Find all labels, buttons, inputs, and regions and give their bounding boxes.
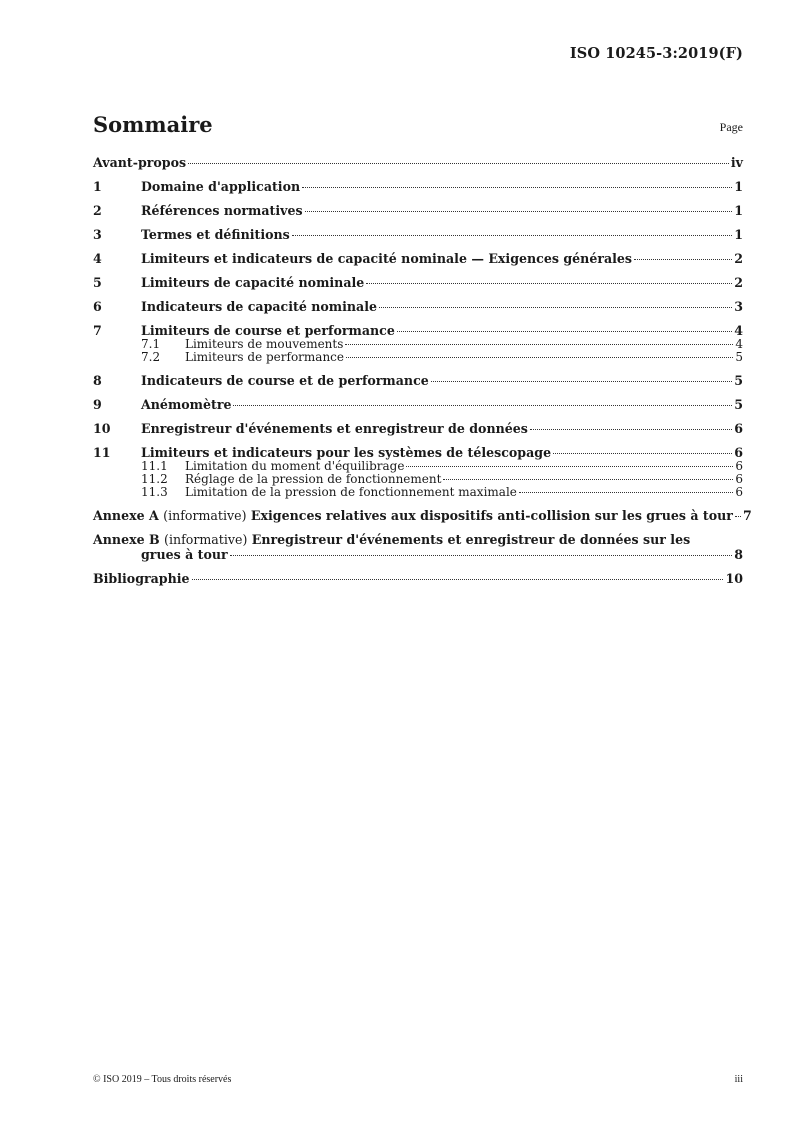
toc-entry-number: 3 <box>93 227 102 242</box>
toc-entry-title: Limiteurs de capacité nominale <box>141 275 365 290</box>
toc-entry-page: 1 <box>734 227 743 242</box>
toc-entry-number: 10 <box>93 421 111 436</box>
toc-entry-page: 6 <box>735 459 743 473</box>
toc-entry-avant-propos[interactable] <box>93 155 743 170</box>
toc-entry-number: 6 <box>93 299 102 314</box>
toc-entry-7[interactable] <box>93 323 743 338</box>
dot-leader <box>233 405 732 406</box>
toc-entry-page: 1 <box>734 179 743 194</box>
dot-leader <box>406 466 733 467</box>
document-code: ISO 10245-3:2019(F) <box>569 45 743 62</box>
toc-entry-number: 11.2 <box>141 472 168 486</box>
toc-entry-page: 6 <box>735 485 743 499</box>
annex-title: Enregistreur d'événements et enregistreur de données sur les <box>251 532 691 547</box>
toc-entry-number: 7.1 <box>141 337 161 351</box>
toc-entry-title: Limitation du moment d'équilibrage <box>185 459 405 473</box>
dot-leader <box>634 259 732 260</box>
toc-entry-number: 7 <box>93 323 102 338</box>
toc-entry-10[interactable] <box>93 421 743 436</box>
dot-leader <box>519 492 733 493</box>
toc-entry-page: 2 <box>734 251 743 266</box>
dot-leader <box>345 344 733 345</box>
annex-note: (informative) <box>164 532 248 547</box>
toc-entry-page: 5 <box>734 397 743 412</box>
toc-entry-page: 6 <box>734 421 743 436</box>
annex-title: Exigences relatives aux dispositifs anti-collision sur les grues à tour <box>250 508 733 523</box>
toc-entry-title: Enregistreur d'événements et enregistreur de données <box>141 421 528 436</box>
toc-entry-title: Limitation de la pression de fonctionnement maximale <box>185 485 517 499</box>
toc-entry-11[interactable] <box>93 445 743 460</box>
toc-entry-number: 11 <box>93 445 111 460</box>
toc-entry-title: Limiteurs de performance <box>185 350 344 364</box>
toc-entry-number: 2 <box>93 203 102 218</box>
toc-entry-5[interactable] <box>93 275 743 290</box>
annex-title-continuation: grues à tour <box>141 547 228 562</box>
dot-leader <box>530 429 732 430</box>
toc-entry-page: 6 <box>734 445 743 460</box>
toc-entry-bibliographie[interactable] <box>93 571 743 586</box>
dot-leader <box>431 381 732 382</box>
toc-entry-page: iv <box>730 155 743 170</box>
dot-leader <box>397 331 732 332</box>
toc-entry-page: 5 <box>734 373 743 388</box>
toc-entry-title: Réglage de la pression de fonctionnement <box>185 472 442 486</box>
dot-leader <box>305 211 733 212</box>
annex-label: Annexe A <box>93 508 159 523</box>
table-of-contents <box>93 155 752 586</box>
toc-entry-title: Limiteurs de course et performance <box>141 323 395 338</box>
toc-entry-1[interactable] <box>93 179 743 194</box>
toc-entry-number: 11.3 <box>141 485 168 499</box>
toc-entry-page: 8 <box>734 547 743 562</box>
toc-entry-annexe-b[interactable] <box>93 532 743 562</box>
toc-entry-number: 4 <box>93 251 102 266</box>
toc-entry-title: Bibliographie <box>93 571 190 586</box>
dot-leader <box>366 283 732 284</box>
toc-entry-title: Limiteurs de mouvements <box>185 337 344 351</box>
toc-entry-page: 10 <box>725 571 743 586</box>
toc-entry-3[interactable] <box>93 227 743 242</box>
toc-entry-6[interactable] <box>93 299 743 314</box>
toc-entry-9[interactable] <box>93 397 743 412</box>
toc-entry-title: Indicateurs de capacité nominale <box>141 299 378 314</box>
toc-entry-page: 4 <box>735 337 743 351</box>
toc-entry-8[interactable] <box>93 373 743 388</box>
dot-leader <box>292 235 732 236</box>
dot-leader <box>302 187 732 188</box>
toc-entry-page: 2 <box>734 275 743 290</box>
toc-entry-number: 9 <box>93 397 102 412</box>
toc-entry-annexe-a[interactable] <box>93 508 752 523</box>
toc-entry-number: 5 <box>93 275 102 290</box>
toc-entry-number: 11.1 <box>141 459 168 473</box>
dot-leader <box>230 555 733 556</box>
toc-entry-number: 8 <box>93 373 102 388</box>
page-number: iii <box>734 1074 743 1085</box>
toc-entry-title: Indicateurs de course et de performance <box>141 373 429 388</box>
toc-entry-title: Références normatives <box>141 203 303 218</box>
toc-entry-number: 1 <box>93 179 102 194</box>
toc-entry-title: Anémomètre <box>141 397 232 412</box>
toc-entry-7-2[interactable] <box>93 351 743 364</box>
dot-leader <box>188 163 729 164</box>
toc-entry-title: Avant-propos <box>93 155 187 170</box>
toc-entry-number: 7.2 <box>141 350 161 364</box>
dot-leader <box>379 307 732 308</box>
toc-entry-4[interactable] <box>93 251 743 266</box>
toc-entry-page: 7 <box>742 508 752 523</box>
toc-title: Sommaire <box>93 112 213 137</box>
toc-entry-page: 1 <box>734 203 743 218</box>
toc-entry-title: Domaine d'application <box>141 179 301 194</box>
dot-leader <box>735 516 741 517</box>
toc-entry-page: 4 <box>734 323 743 338</box>
annex-note: (informative) <box>163 508 247 523</box>
toc-entry-title: Limiteurs et indicateurs pour les systèmes de télescopage <box>141 445 552 460</box>
toc-entry-2[interactable] <box>93 203 743 218</box>
dot-leader <box>192 579 724 580</box>
dot-leader <box>553 453 732 454</box>
toc-entry-title: Termes et définitions <box>141 227 290 242</box>
toc-entry-title: Limiteurs et indicateurs de capacité nominale — Exigences générales <box>141 251 633 266</box>
copyright-notice: © ISO 2019 – Tous droits réservés <box>93 1074 232 1085</box>
page-column-label: Page <box>719 120 743 134</box>
toc-entry-page: 6 <box>735 472 743 486</box>
toc-entry-page: 3 <box>734 299 743 314</box>
dot-leader <box>346 357 733 358</box>
toc-entry-11-3[interactable] <box>93 486 743 499</box>
dot-leader <box>443 479 733 480</box>
toc-entry-page: 5 <box>735 350 743 364</box>
annex-label: Annexe B <box>93 532 160 547</box>
